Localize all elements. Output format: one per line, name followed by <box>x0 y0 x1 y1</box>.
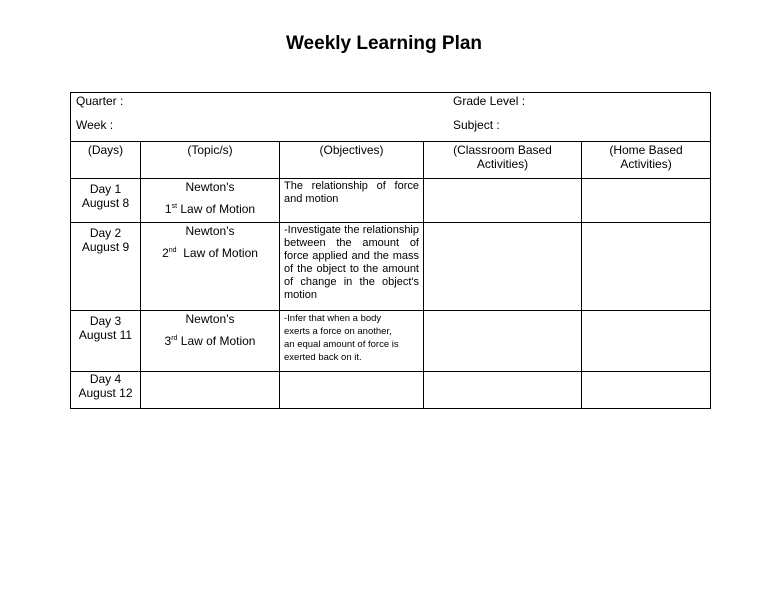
week-label: Week : <box>76 118 114 132</box>
column-header-row <box>71 142 711 179</box>
topic-cell: Newton's 2nd Law of Motion <box>141 223 280 311</box>
col-header-classroom: (Classroom Based Activities) <box>424 142 582 179</box>
day-cell: Day 3 August 11 <box>71 311 141 372</box>
topic-cell: Newton's 1st Law of Motion <box>141 179 280 223</box>
page-title: Weekly Learning Plan <box>285 33 483 54</box>
home-activity-cell <box>582 311 711 372</box>
col-header-objectives: (Objectives) <box>280 142 424 179</box>
learning-plan-table <box>70 92 711 409</box>
grade-level-label: Grade Level : <box>453 94 526 108</box>
objective-cell: -Infer that when a body exerts a force on another, an equal amount of force is exerted back on it. <box>280 311 424 372</box>
header-info-cell <box>71 93 711 142</box>
day-cell: Day 1 August 8 <box>71 179 141 223</box>
col-header-home: (Home Based Activities) <box>582 142 711 179</box>
objective-cell <box>280 372 424 409</box>
quarter-label: Quarter : <box>76 94 124 108</box>
col-header-days: (Days) <box>71 142 141 179</box>
header-info-row <box>71 93 711 142</box>
objective-cell: The relationship of force and motion <box>280 179 424 223</box>
day-cell: Day 4 August 12 <box>71 372 141 409</box>
table-row <box>71 179 711 223</box>
classroom-activity-cell <box>424 179 582 223</box>
home-activity-cell <box>582 372 711 409</box>
table-row <box>71 372 711 409</box>
topic-cell: Newton's 3rd Law of Motion <box>141 311 280 372</box>
home-activity-cell <box>582 179 711 223</box>
classroom-activity-cell <box>424 311 582 372</box>
classroom-activity-cell <box>424 372 582 409</box>
home-activity-cell <box>582 223 711 311</box>
table-row <box>71 311 711 372</box>
day-cell: Day 2 August 9 <box>71 223 141 311</box>
table-row <box>71 223 711 311</box>
subject-label: Subject : <box>453 118 500 132</box>
objective-cell: -Investigate the relationship between the amount of force applied and the mass of the object to the amount of change in the object's motion <box>280 223 424 311</box>
topic-cell <box>141 372 280 409</box>
col-header-topics: (Topic/s) <box>141 142 280 179</box>
classroom-activity-cell <box>424 223 582 311</box>
